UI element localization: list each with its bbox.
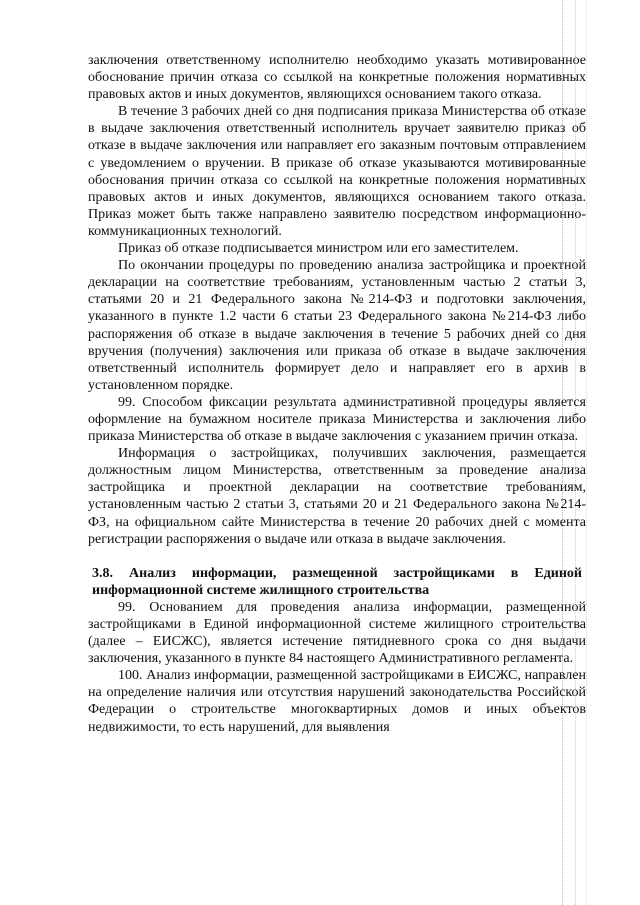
paragraph-refusal-delivery: В течение 3 рабочих дней со дня подписания приказа Министерства об отказе в выдаче заключения ответственный исполнитель вручает заявителю приказ об отказе в выдаче заключения или направляет его заказным почтовым отправлением с уведомлением о вручении. В приказе об отказе указываются мотивированные обоснования причин отказа со ссылкой на конкретные положения нормативных правовых актов и иных документов, являющихся основанием такого отказа. Приказ может быть также направлено заявителю посредством информационно-коммуникационных технологий. [88, 104, 586, 239]
paragraph-continuation: заключения ответственному исполнителю необходимо указать мотивированное обоснование причин отказа со ссылкой на конкретные положения нормативных правовых актов и иных документов, являющихся основанием такого отказа. [88, 53, 586, 103]
paragraph-developer-info: Информация о застройщиках, получивших заключения, размещается должностным лицом Министерства, ответственным за проведение анализа застройщика и проектной декларации на соответствие требованиям, установленным частью 2 статьи 3, статьями 20 и 21 Федерального закона №214-ФЗ, на официальном сайте Министерства в течение 20 рабочих дней с момента регистрации распоряжения о выдаче или отказа в выдаче заключения. [88, 446, 586, 547]
paragraph-refusal-signing: Приказ об отказе подписывается министром или его заместителем. [118, 241, 519, 257]
section-heading: 3.8. Анализ информации, размещенной застройщиками в Единой информационной системе жилищного строительства [92, 565, 582, 598]
paragraph-procedure-completion: По окончании процедуры по проведению анализа застройщика и проектной декларации на соответствие требованиям, установленным частью 2 статьи 3, статьями 20 и 21 Федерального закона №214-ФЗ и подготовки заключения, указанного в пункте 1.2 части 6 статьи 23 Федерального закона №214-ФЗ либо распоряжения об отказе в выдаче заключения в течение 5 рабочих дней со дня вручения (получения) заключения или приказа об отказе в выдаче заключения ответственный исполнитель формирует дело и направляет его в архив в установленном порядке. [88, 258, 586, 393]
scan-edge-line [586, 0, 587, 905]
paragraph-item-99-basis: 99. Основанием для проведения анализа информации, размещенной застройщиками в Единой информационной системе жилищного строительства (далее – ЕИСЖС), является истечение пятидневного срока со дня выдачи заключения, указанного в пункте 84 настоящего Административного регламента. [88, 599, 586, 667]
document-body [88, 52, 586, 736]
paragraph-item-99-result: 99. Способом фиксации результата административной процедуры является оформление на бумажном носителе приказа Министерства и заключения либо приказа Министерства об отказе в выдаче заключения с указанием причин отказа. [88, 394, 586, 445]
paragraph-item-100-analysis: 100. Анализ информации, размещенной застройщиками в ЕИСЖС, направлен на определение наличия или отсутствия нарушений законодательства Российской Федерации о строительстве многоквартирных домов и иных объектов недвижимости, то есть нарушений, для выявления [88, 668, 586, 735]
